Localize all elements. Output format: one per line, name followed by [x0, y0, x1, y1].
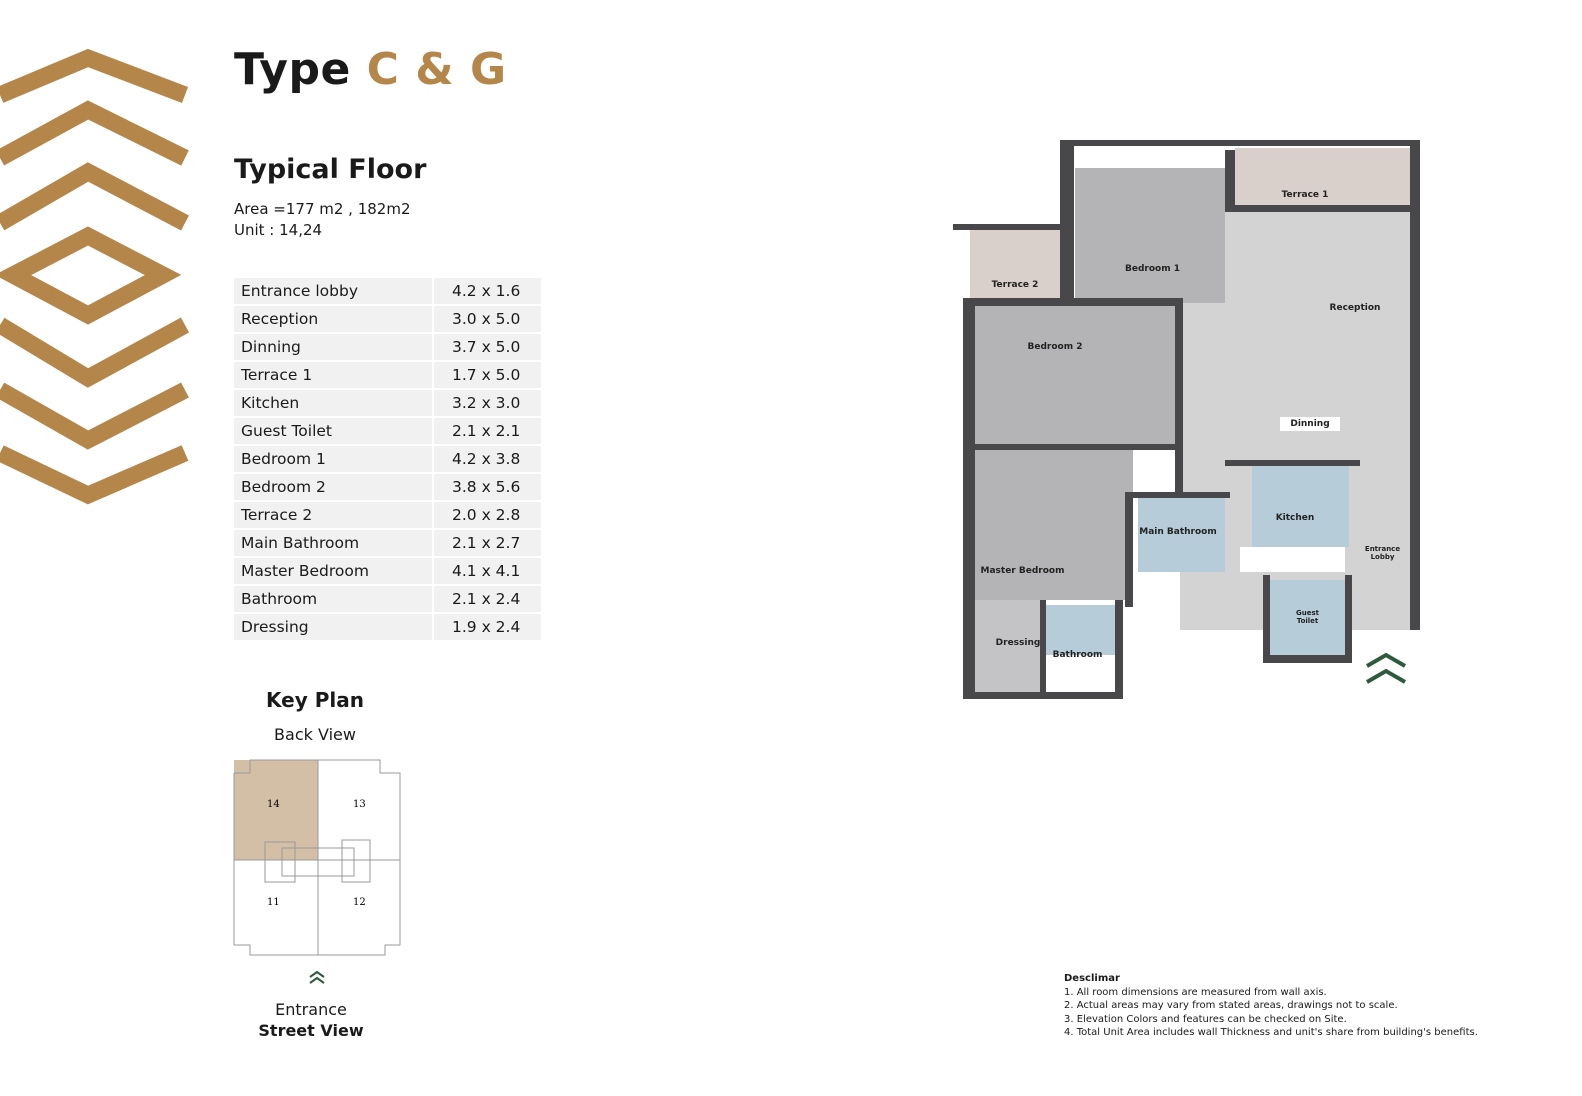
- dinning-label: Dinning: [1280, 417, 1340, 431]
- table-row: [234, 557, 541, 585]
- table-row: [234, 585, 541, 613]
- table-row: [234, 389, 541, 417]
- disclaimer-item: 4. Total Unit Area includes wall Thickness and unit's share from building's benefits.: [1064, 1027, 1478, 1038]
- room-name: Master Bedroom: [234, 557, 433, 585]
- bedroom-2-label: Bedroom 2: [1027, 342, 1083, 352]
- room-size: 2.1 x 2.7: [433, 529, 541, 557]
- wall: [1125, 492, 1133, 607]
- table-row: [234, 473, 541, 501]
- master-bedroom: [973, 450, 1133, 600]
- kitchen-label: Kitchen: [1275, 513, 1315, 523]
- section-title: Typical Floor: [234, 154, 427, 185]
- table-row: [234, 445, 541, 473]
- room-name: Bedroom 1: [234, 445, 433, 473]
- disclaimer-item: 1. All room dimensions are measured from wall axis.: [1064, 986, 1327, 998]
- wall: [1125, 492, 1230, 498]
- room-name: Dinning: [234, 333, 433, 361]
- wall: [1345, 575, 1352, 663]
- table-row: [234, 333, 541, 361]
- guest-toilet-label: Guest Toilet: [1296, 609, 1319, 625]
- page-title: Type C & G: [234, 44, 507, 95]
- bathroom: [1045, 605, 1117, 655]
- room-size: 3.7 x 5.0: [433, 333, 541, 361]
- disclaimer-title: Desclimar: [1064, 973, 1120, 984]
- room-name: Terrace 2: [234, 501, 433, 529]
- wall: [953, 224, 1063, 230]
- bedroom-1-label: Bedroom 1: [1125, 264, 1180, 274]
- key-plan-diagram: [230, 755, 405, 995]
- area-info: [234, 199, 411, 241]
- wall: [973, 298, 1183, 306]
- room-name: Dressing: [234, 613, 433, 641]
- entrance-arrow-icon: [310, 972, 324, 983]
- wall: [1225, 205, 1410, 212]
- street-view-label: Street View: [258, 1021, 364, 1040]
- unit-11-label: 11: [267, 897, 280, 908]
- room-name: Guest Toilet: [234, 417, 433, 445]
- unit-12-label: 12: [353, 897, 366, 908]
- table-row: [234, 529, 541, 557]
- unit-14-label: 14: [267, 799, 280, 810]
- room-size: 3.0 x 5.0: [433, 305, 541, 333]
- wall: [1060, 140, 1420, 146]
- room-size: 1.9 x 2.4: [433, 613, 541, 641]
- room-name: Entrance lobby: [234, 278, 433, 305]
- room-size: 4.2 x 1.6: [433, 278, 541, 305]
- room-size: 3.2 x 3.0: [433, 389, 541, 417]
- chevron-pattern-logo: [0, 40, 190, 510]
- bedroom-2: [973, 303, 1180, 448]
- entrance-lobby-label: Entrance Lobby: [1364, 545, 1401, 561]
- room-name: Bathroom: [234, 585, 433, 613]
- unit-13-label: 13: [353, 799, 366, 810]
- wall: [1410, 140, 1420, 630]
- back-view-label: Back View: [274, 725, 356, 744]
- disclaimer: [1064, 972, 1478, 1040]
- bathroom-label: Bathroom: [1052, 650, 1103, 660]
- room-name: Bedroom 2: [234, 473, 433, 501]
- wall: [1060, 140, 1074, 305]
- table-row: [234, 278, 541, 305]
- wall: [1263, 655, 1351, 663]
- room-size: 2.1 x 2.1: [433, 417, 541, 445]
- main-bathroom-label: Main Bathroom: [1139, 527, 1217, 537]
- room-name: Reception: [234, 305, 433, 333]
- room-size: 3.8 x 5.6: [433, 473, 541, 501]
- wall: [973, 444, 1178, 450]
- key-plan-title: Key Plan: [266, 688, 364, 712]
- area-text: Area =177 m2 , 182m2: [234, 200, 411, 218]
- kitchen-counter: [1240, 547, 1345, 572]
- room-size: 2.0 x 2.8: [433, 501, 541, 529]
- reception-label: Reception: [1329, 303, 1381, 313]
- terrace-2-label: Terrace 2: [991, 280, 1039, 290]
- entrance-label: Entrance: [275, 1000, 347, 1019]
- table-row: [234, 305, 541, 333]
- bedroom-1: [1075, 168, 1225, 303]
- table-row: [234, 501, 541, 529]
- wall: [1115, 600, 1123, 698]
- master-bedroom-label: Master Bedroom: [980, 566, 1065, 576]
- wall: [1263, 575, 1270, 663]
- kitchen: [1252, 465, 1349, 547]
- room-size: 4.2 x 3.8: [433, 445, 541, 473]
- table-row: [234, 613, 541, 641]
- terrace-1-label: Terrace 1: [1281, 190, 1329, 200]
- table-row: [234, 417, 541, 445]
- table-row: [234, 361, 541, 389]
- disclaimer-item: 2. Actual areas may vary from stated areas, drawings not to scale.: [1064, 1000, 1398, 1011]
- terrace-1: [1235, 148, 1415, 210]
- dressing-label: Dressing: [995, 638, 1041, 648]
- wall: [963, 692, 1123, 699]
- room-name: Kitchen: [234, 389, 433, 417]
- room-size: 2.1 x 2.4: [433, 585, 541, 613]
- disclaimer-item: 3. Elevation Colors and features can be checked on Site.: [1064, 1013, 1347, 1025]
- room-dimensions-table: [234, 278, 541, 642]
- room-size: 1.7 x 5.0: [433, 361, 541, 389]
- unit-text: Unit : 14,24: [234, 221, 323, 239]
- wall: [1225, 150, 1235, 210]
- wall: [963, 298, 975, 698]
- room-size: 4.1 x 4.1: [433, 557, 541, 585]
- wall: [1225, 460, 1360, 466]
- room-name: Main Bathroom: [234, 529, 433, 557]
- wall: [1175, 298, 1183, 493]
- north-arrow-icon: [1362, 648, 1412, 688]
- room-name: Terrace 1: [234, 361, 433, 389]
